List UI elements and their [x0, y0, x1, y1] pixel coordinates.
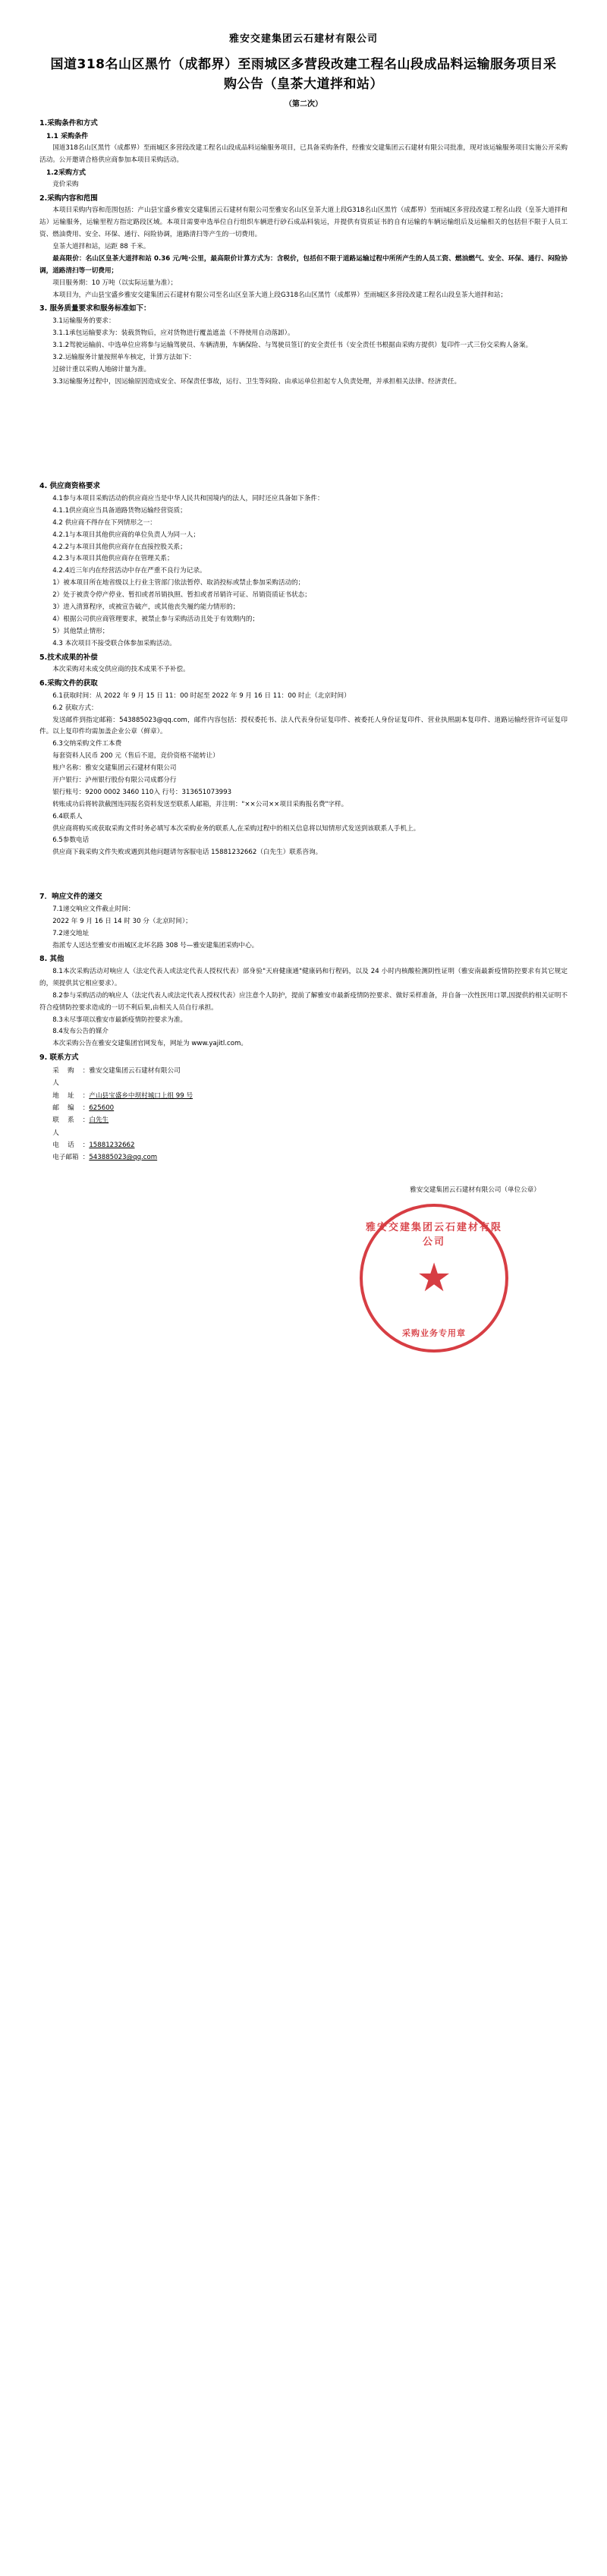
paragraph: 本项目为，产山县宝盛乡雅安交建集团云石建材有限公司至名山区皇茶大道上段G318名山区黑竹（成都界）至雨城区多营段改建工程名山段皇茶大道拌和站；: [52, 291, 508, 299]
contact-table: [39, 1065, 568, 1164]
paragraph: 4.1.1供应商应当具备道路货物运输经营资质；: [52, 506, 187, 515]
paragraph: 3）进入清算程序，或被宣告破产，或其他丧失履约能力情形的；: [52, 603, 240, 612]
paragraph: 每套资料人民币 200 元（售后不退，竞价资格不能转让）: [52, 752, 219, 761]
subsection-heading: 1.1 采购条件: [46, 132, 89, 140]
paragraph: 3.2.运输服务计量按照单车核定，计算方法如下：: [52, 353, 196, 361]
paragraph: 供应商下载采购文件失败或遇到其他问题请勿客服电话 15881232662（白先生）联系咨询。: [52, 849, 322, 857]
signature-area: [39, 1184, 568, 1359]
paragraph: 4.1参与本项目采购活动的供应商应当是中华人民共和国境内的法人，同时还应具备如下条件：: [52, 495, 324, 503]
paragraph: 本项目采购内容和范围包括：产山县宝盛乡雅安交建集团云石建材有限公司至雅安名山区皇茶大道上段G318名山区黑竹（成都界）至雨城区多营段改建工程名山段（皇茶大道拌和站）运输服务，运输里程方指定路段区域。本项目需要申选举位自行组织车辆进行砂石成品料装运，并提供有资质证书的自有运输的车辆运输组后及运输相关的包括但不限于人员工资、燃油费用、安全、环保、通行、闷险协调，道路清扫等产生的一切费用。: [39, 206, 568, 239]
paragraph: 2）处于被责令停产停业、暂扣或者吊销执照、暂扣或者吊销许可证、吊销资质证书状态；: [52, 591, 311, 600]
paragraph: 4.2.3与本项目其他供应商存在管理关系；: [52, 555, 174, 563]
contact-value: 15881232662: [89, 1141, 135, 1149]
contact-separator: ：: [82, 1116, 90, 1125]
contact-label: 邮 编: [52, 1104, 78, 1112]
paragraph: 6.5参数电话: [52, 836, 90, 845]
contact-row: [52, 1114, 568, 1139]
section-heading: 2.采购内容和范围: [39, 194, 98, 203]
seal-bottom-text: 采购业务专用章: [402, 1327, 466, 1338]
paragraph: 2022 年 9 月 16 日 14 时 30 分（北京时间）；: [52, 917, 192, 925]
paragraph: 皇茶大道拌和站，运距 88 千米。: [52, 242, 150, 250]
contact-row: [52, 1090, 568, 1102]
section-heading: 8. 其他: [39, 955, 64, 964]
official-seal-stamp: [360, 1204, 508, 1353]
star-icon: ★: [416, 1255, 452, 1301]
contact-value: 625600: [89, 1104, 115, 1112]
paragraph: 8.2参与采购活动的响应人（法定代表人或法定代表人授权代表）应注意个人防护，提前了解雅安市最新疫情防控要求、做好采样准备，并自备一次性医用口罩,因提供的相关证明不符合疫情防控要求造成的一切不利后果,由相关人员自行承担。: [39, 991, 568, 1012]
seal-top-text: 雅安交建集团云石建材有限公司: [365, 1221, 502, 1248]
paragraph: 供应商将购买或获取采购文件时务必填写本次采购业务的联系人,在采购过程中的相关信息将以知情形式发送到该联系人手机上。: [52, 824, 420, 833]
contact-value: 白先生: [89, 1116, 109, 1125]
paragraph: 开户银行：泸州银行股份有限公司成都分行: [52, 776, 177, 784]
section-heading: 1.采购条件和方式: [39, 119, 98, 128]
page-break-space: [39, 859, 568, 890]
paragraph-max-price: 最高限价：名山区皇茶大道拌和站 0.36 元/吨·公里，最高限价计算方式为：含税价，包括但不限于道路运输过程中所所产生的人员工资、燃油燃气、安全、环保、通行、闷险协调，道路清扫等一切费用；: [39, 254, 568, 275]
paragraph: 7.1递交响应文件截止时间：: [52, 905, 135, 913]
paragraph: 转账成功后将转款截图连同报名资料发送至联系人邮箱，并注明："××公司××项目采购报名费"字样。: [52, 800, 348, 808]
paragraph: 本次采购对未成交供应商的技术成果不予补偿。: [52, 666, 190, 674]
paragraph: 8.4发布公告的媒介: [52, 1028, 109, 1036]
contact-value: 雅安交建集团云石建材有限公司: [89, 1066, 181, 1075]
paragraph: 账户名称：雅安交建集团云石建材有限公司: [52, 764, 177, 773]
contact-separator: ：: [82, 1091, 90, 1100]
contact-value: 543885023@qq.com: [89, 1154, 158, 1162]
section-heading: 5.技术成果的补偿: [39, 653, 98, 662]
paragraph: 6.2 获取方式：: [52, 704, 98, 712]
section-heading: 9. 联系方式: [39, 1053, 79, 1063]
paragraph: 3.1.2驾驶运输前、中选单位应将参与运输驾驶员、车辆清册，车辆保险、与驾驶员签订的安全责任书（安全责任书根据由采购方提供）复印件一式三份交采购人备案。: [52, 341, 533, 349]
section-heading: 4. 供应商资格要求: [39, 482, 101, 491]
page-break-space: [39, 388, 568, 479]
paragraph: 4.3 本次项目不接受联合体参加采购活动。: [52, 639, 176, 647]
contact-separator: ：: [82, 1104, 90, 1112]
contact-label: 电子邮箱: [52, 1154, 79, 1162]
contact-value: 产山县宝盛乡中坝村城口上组 99 号: [89, 1091, 193, 1100]
paragraph: 4）根据公司供应商管理要求，被禁止参与采购活动且处于有效期内的；: [52, 615, 259, 623]
document-title: 国道318名山区黑竹（成都界）至雨城区多营段改建工程名山段成品料运输服务项目采购公告（皇茶大道拌和站）: [50, 57, 557, 92]
paragraph: 3.3运输服务过程中，因运输原因造成安全、环保责任事故，运行、卫生等闷险、由承运单位担起专人负责处理，并承担相关法律、经济责任。: [52, 377, 461, 386]
paragraph: 3.1运输服务的要求：: [52, 317, 115, 326]
section-heading: 7．响应文件的递交: [39, 893, 102, 902]
subsection-heading: 1.2采购方式: [46, 168, 86, 177]
signature-org: 雅安交建集团云石建材有限公司（单位公章）: [410, 1186, 540, 1194]
paragraph: 指派专人送达至雅安市雨城区北坏名路 308 号—雅安建集团采购中心。: [52, 941, 259, 949]
contact-label: 联 系 人: [52, 1116, 78, 1137]
paragraph: 本次采购公告在雅安交建集团官网发布，网址为 www.yajitl.com。: [52, 1040, 247, 1048]
contact-separator: ：: [82, 1066, 90, 1075]
document-subtitle: （第二次）: [285, 100, 322, 109]
paragraph: 国道318名山区黑竹（成都界）至雨城区多营段改建工程名山段成品料运输服务项目，已具备采购条件，经雅安交建集团云石建材有限公司批准，现对该运输服务项目实施公开采购活动。公开邀请合格供应商参加本项目采购活动。: [39, 143, 568, 164]
contact-row: [52, 1139, 568, 1151]
paragraph: 4.2.2与本项目其他供应商存在直接控股关系；: [52, 543, 187, 551]
paragraph: 4.2.4近三年内在经营活动中存在严重不良行为记录。: [52, 567, 206, 575]
paragraph: 项目服务期：10 万吨（以实际运量为准）；: [52, 279, 178, 287]
contact-row: [52, 1151, 568, 1164]
paragraph: 1）被本项目所在地省级以上行业主管部门依法暂停、取消投标或禁止参加采购活动的；: [52, 579, 305, 587]
paragraph: 5）其他禁止情形；: [52, 627, 109, 635]
paragraph: 6.1获取时间：从 2022 年 9 月 15 日 11：00 时起至 2022 年 9 月 16 日 11：00 时止（北京时间）: [52, 691, 351, 700]
contact-row: [52, 1102, 568, 1114]
paragraph: 银行账号：9200 0002 3460 110入 行号：313651073993: [52, 788, 232, 796]
contact-label: 采 购 人: [52, 1066, 78, 1088]
document-body: [39, 118, 568, 1359]
paragraph: 8.3未尽事项以雅安市最新疫情防控要求为准。: [52, 1016, 187, 1024]
paragraph: 3.1.1承包运输要求为：装载货物后，应对货物进行覆盖遮盖（不得使用自动落卸）。: [52, 329, 294, 337]
paragraph: 4.2 供应商不得存在下列情形之一：: [52, 518, 156, 527]
company-name: 雅安交建集团云石建材有限公司: [228, 33, 378, 45]
paragraph: 7.2递交地址: [52, 929, 90, 937]
contact-label: 地 址: [52, 1091, 78, 1100]
contact-separator: ：: [82, 1141, 90, 1149]
paragraph: 竞价采购: [52, 180, 79, 188]
paragraph: 6.4联系人: [52, 812, 83, 820]
contact-label: 电 话: [52, 1141, 78, 1149]
paragraph: 发送邮件到指定邮箱：543885023@qq.com，邮件内容包括：授权委托书、法人代表身份证复印件、被委托人身份证复印件、营业执照副本复印件、道路运输经营许可证复印件。以上复印件均需加盖企业公章（鲜章）。: [39, 716, 568, 736]
paragraph: 4.2.1与本项目其他供应商的单位负责人为同一人；: [52, 531, 200, 539]
section-heading: 6.采购文件的获取: [39, 679, 98, 688]
paragraph: 过磅计重以采购人地磅计量为准。: [52, 365, 151, 373]
section-heading: 3. 服务质量要求和服务标准如下：: [39, 304, 151, 313]
paragraph: 8.1本次采购活动对响应人（法定代表人或法定代表人授权代表）部身验"天府健康通"健康码和行程码，以及 24 小时内核酸检测阴性证明（雅安南最新疫情防控要求有其它规定的，须提供其它相应要求）。: [39, 968, 568, 987]
contact-separator: ：: [82, 1154, 90, 1162]
paragraph: 6.3交纳采购文件工本费: [52, 740, 122, 748]
contact-row: [52, 1065, 568, 1090]
